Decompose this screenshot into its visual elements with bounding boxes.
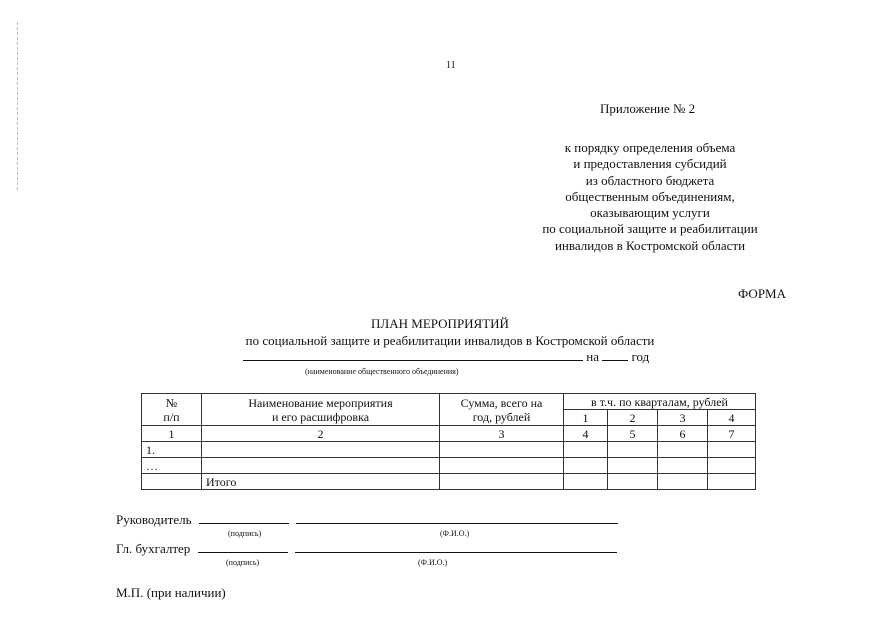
accountant-label: Гл. бухгалтер: [116, 541, 191, 556]
head-label: Руководитель: [116, 512, 192, 527]
colnum: 2: [202, 426, 440, 442]
appendix-subtitle-line: к порядку определения объема: [564, 140, 736, 155]
table-cell[interactable]: [708, 474, 756, 490]
table-cell[interactable]: [202, 442, 440, 458]
colnum: 6: [658, 426, 708, 442]
table-cell[interactable]: [608, 442, 658, 458]
head-sign-blank[interactable]: [199, 512, 289, 524]
appendix-subtitle-line: и предоставления субсидий: [573, 156, 727, 172]
header-num-line1: №: [165, 395, 178, 410]
plan-title: ПЛАН МЕРОПРИЯТИЙ: [371, 316, 509, 331]
accountant-fio-blank[interactable]: [295, 541, 617, 553]
org-name-blank[interactable]: [243, 349, 583, 361]
table-cell[interactable]: [658, 474, 708, 490]
table-cell[interactable]: [564, 458, 608, 474]
plan-subtitle: по социальной защите и реабилитации инвалидов в Костромской области: [245, 333, 655, 348]
table-cell[interactable]: [564, 474, 608, 490]
header-sum-line1: Сумма, всего на: [460, 395, 543, 410]
table-cell[interactable]: [440, 442, 564, 458]
appendix-subtitle: [520, 140, 780, 254]
header-num: [142, 394, 202, 426]
year-blank[interactable]: [602, 349, 628, 361]
header-q1: 1: [564, 410, 608, 426]
appendix-title: Приложение № 2: [600, 101, 696, 116]
table-cell[interactable]: [608, 458, 658, 474]
table-row: [142, 442, 756, 458]
header-sum: [440, 394, 564, 426]
head-sign-caption: (подпись): [228, 529, 262, 538]
header-num-line2: п/п: [163, 409, 180, 424]
stamp-label: М.П. (при наличии): [116, 585, 226, 600]
table-header-row: [142, 394, 756, 410]
table-cell[interactable]: [658, 458, 708, 474]
accountant-sign-caption: (подпись): [226, 558, 260, 567]
table-cell[interactable]: [440, 474, 564, 490]
colnum: 3: [440, 426, 564, 442]
row-num: 1.: [142, 442, 202, 458]
na-label: на: [586, 349, 599, 364]
total-label: Итого: [202, 474, 440, 490]
head-fio-caption: (Ф.И.О.): [440, 529, 470, 538]
table-cell[interactable]: [708, 442, 756, 458]
head-fio-blank[interactable]: [296, 512, 618, 524]
table-cell[interactable]: [708, 458, 756, 474]
header-q4: 4: [708, 410, 756, 426]
header-sum-line2: год, рублей: [472, 409, 531, 424]
accountant-sign-blank[interactable]: [198, 541, 288, 553]
accountant-fio-caption: (Ф.И.О.): [418, 558, 448, 567]
appendix-subtitle-line: из областного бюджета: [585, 172, 715, 188]
appendix-subtitle-line: по социальной защите и реабилитации: [542, 221, 758, 237]
appendix-subtitle-line: инвалидов в Костромской области: [554, 237, 746, 253]
page-number: 11: [446, 60, 456, 71]
header-q2: 2: [608, 410, 658, 426]
header-name-line2: и его расшифровка: [271, 409, 370, 424]
plan-table: [141, 393, 756, 490]
table-cell[interactable]: [658, 442, 708, 458]
table-row: [142, 458, 756, 474]
appendix-subtitle-line: общественным объединениям,: [565, 188, 735, 204]
org-name-caption: (наименование общественного объединения): [305, 367, 459, 376]
table-cell[interactable]: [440, 458, 564, 474]
org-name-line: [243, 349, 649, 365]
colnum: 5: [608, 426, 658, 442]
table-cell: [142, 474, 202, 490]
table-cell[interactable]: [564, 442, 608, 458]
accountant-signature-line: [116, 541, 617, 557]
head-signature-line: [116, 512, 618, 528]
appendix-subtitle-line: оказывающим услуги: [590, 205, 710, 221]
colnum: 7: [708, 426, 756, 442]
table-cell[interactable]: [608, 474, 658, 490]
header-name-line1: Наименование мероприятия: [248, 395, 393, 410]
table-total-row: [142, 474, 756, 490]
god-label: год: [631, 349, 650, 364]
colnum: 1: [142, 426, 202, 442]
header-q3: 3: [658, 410, 708, 426]
page-margin-line: [17, 22, 18, 190]
table-cell[interactable]: [202, 458, 440, 474]
form-label: ФОРМА: [738, 286, 786, 301]
table-colnum-row: [142, 426, 756, 442]
header-quarters: в т.ч. по кварталам, рублей: [564, 394, 756, 410]
row-num: …: [142, 458, 202, 474]
colnum: 4: [564, 426, 608, 442]
header-name: [202, 394, 440, 426]
